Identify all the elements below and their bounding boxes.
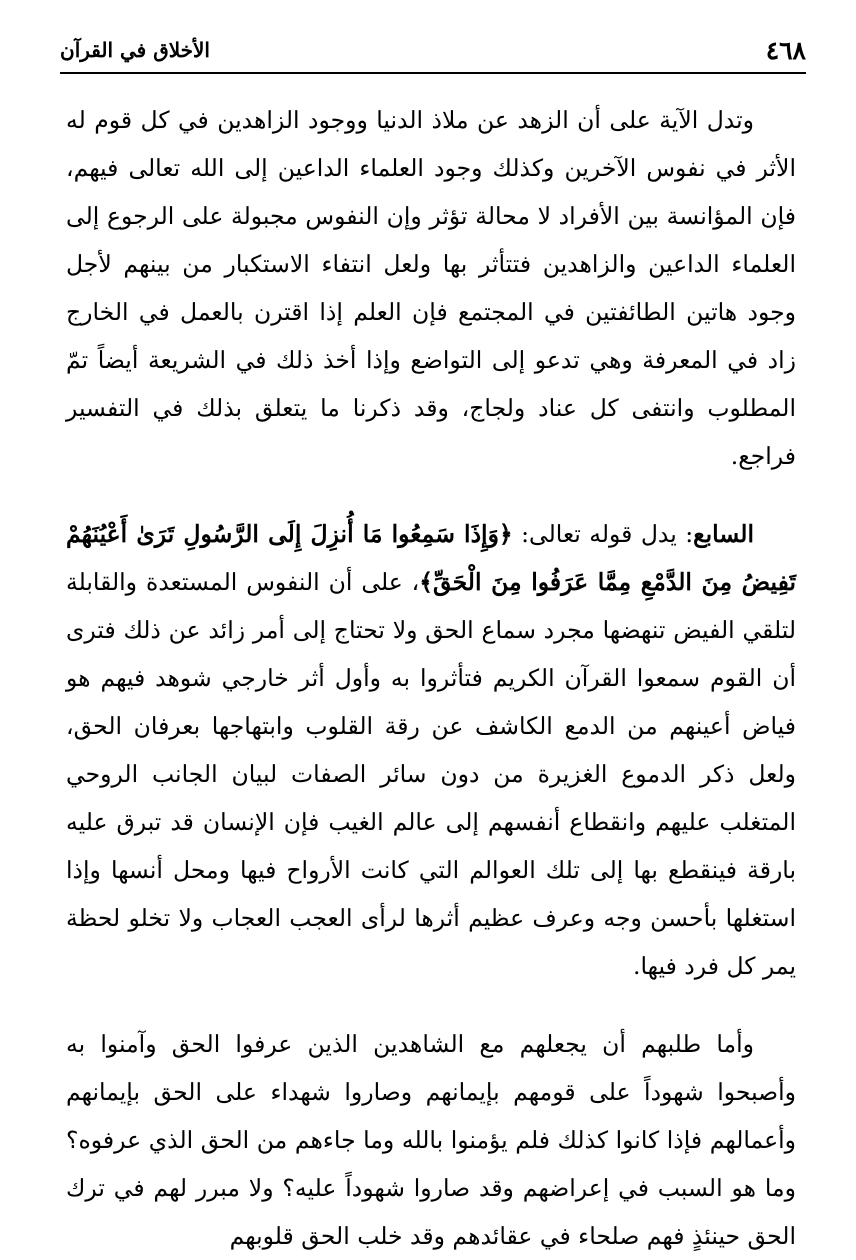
page-number: ٤٦٨: [765, 35, 806, 65]
quran-verse: ﴿وَإِذَا سَمِعُوا مَا أُنزِلَ إِلَى الرَّسُولِ تَرَىٰ أَعْيُنَهُمْ تَفِيضُ مِنَ الدَّمْعِ مِمَّا عَرَفُوا مِنَ الْحَقِّ﴾: [66, 520, 796, 596]
book-title: الأخلاق في القرآن: [60, 38, 210, 62]
running-header: [60, 28, 806, 74]
paragraph-1: وتدل الآية على أن الزهد عن ملاذ الدنيا ووجود الزاهدين في كل قوم له الأثر في نفوس الآخرين وكذلك وجود العلماء الداعين إلى الله تعالى فيهم، فإن المؤانسة بين الأفراد لا محالة تؤثر وإن النفوس مجبولة على الرجوع إلى العلماء الداعين والزاهدين فتتأثر بها ولعل انتفاء الاستكبار من بينهم لأجل وجود هاتين الطائفتين في المجتمع فإن العلم إذا اقترن بالعمل في الخارج زاد في المعرفة وهي تدعو إلى التواضع وإذا أخذ ذلك في الشريعة أيضاً تمّ المطلوب وانتفى كل عناد ولجاج، وقد ذكرنا ما يتعلق بذلك في التفسير فراجع.: [66, 106, 796, 470]
paragraph-3: وأما طلبهم أن يجعلهم مع الشاهدين الذين عرفوا الحق وآمنوا به وأصبحوا شهوداً على قومهم بإيمانهم وصاروا شهداء على الحق بإيمانهم وأعمالهم فإذا كانوا كذلك فلم يؤمنوا بالله وما جاءهم من الحق الذي عرفوه؟ وما هو السبب في إعراضهم وقد صاروا شهوداً عليه؟ ولا مبرر لهم في ترك الحق حينئذٍ فهم صلحاء في عقائدهم وقد خلب الحق قلوبهم: [66, 1030, 796, 1250]
body-text: [66, 96, 796, 1260]
paragraph-2-text: ، على أن النفوس المستعدة والقابلة لتلقي الفيض تنهضها مجرد سماع الحق ولا تحتاج إلى أمر زائد عن ذلك فترى أن القوم سمعوا القرآن الكريم فتأثروا به وأول أثر خارجي شوهد فيهم هو فياض أعينهم من الدمع الكاشف عن رقة القلوب وابتهاجها بعرفان الحق، ولعل ذكر الدموع الغزيرة من دون سائر الصفات لبيان الجانب الروحي المتغلب عليهم وانقطاع أنفسهم إلى عالم الغيب فإن الإنسان قد تبرق عليه بارقة فينقطع بها إلى تلك العوالم التي كانت الأرواح فيها ومحل أنسها وإذا استغلها بأحسن وجه وعرف عظيم أثرها لرأى العجب العجاب ولا تخلو لحظة يمر كل فرد فيها.: [66, 568, 796, 980]
paragraph-2-intro: : يدل قوله تعالى:: [512, 520, 694, 548]
paragraph-2: [66, 510, 796, 990]
section-lead-word: السابع: [693, 520, 754, 548]
